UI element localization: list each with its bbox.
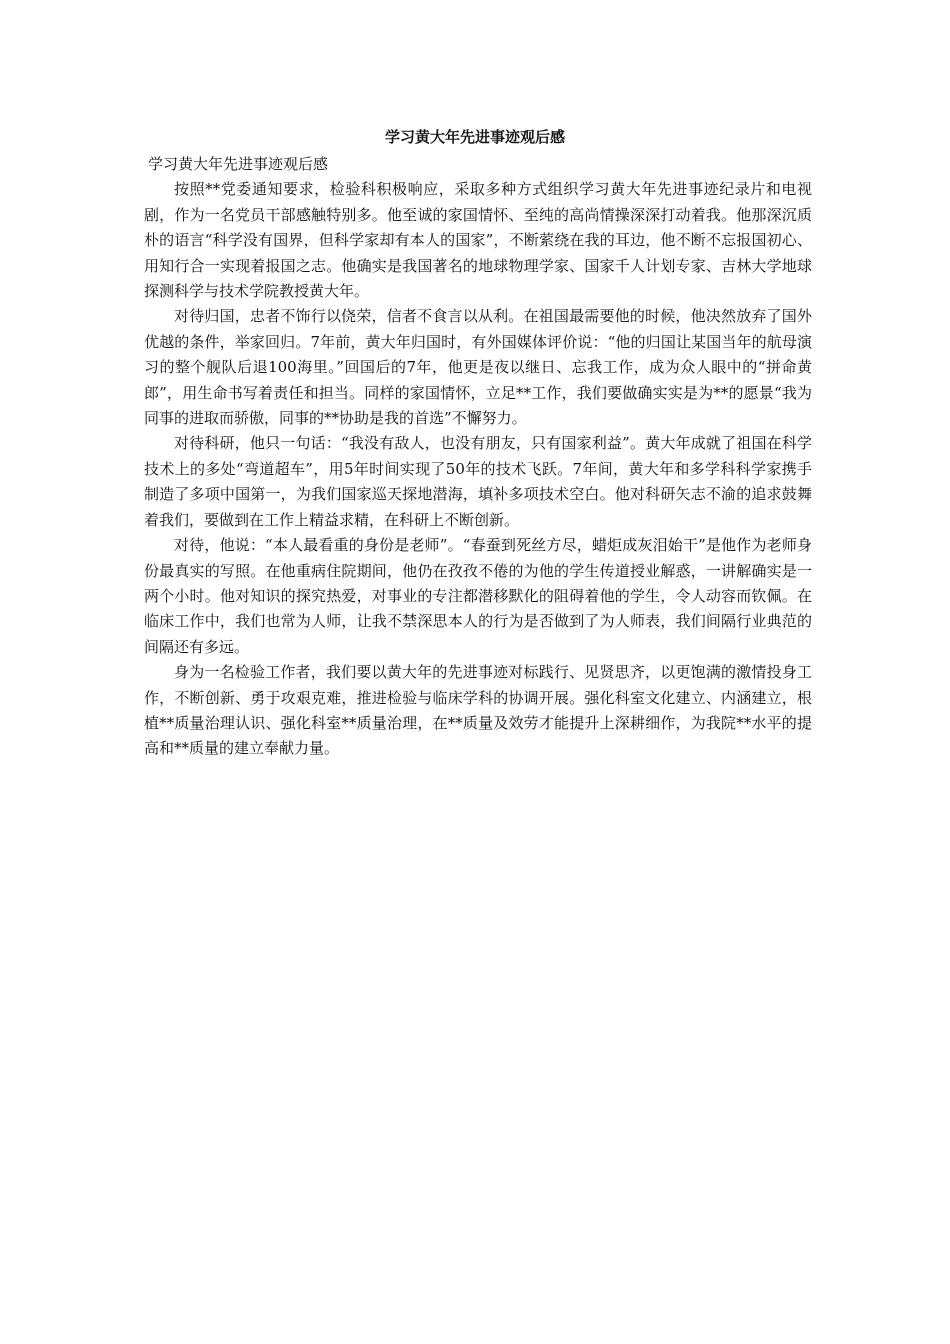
- document-title: 学习黄大年先进事迹观后感: [384, 128, 565, 146]
- document-body: [144, 152, 812, 762]
- paragraph-4: 对待，他说：“本人最看重的身份是老师”。“春蚕到死丝方尽，蜡炬成灰泪始干”是他作为老师身份最真实的写照。在他重病住院期间，他仍在孜孜不倦的为他的学生传道授业解惑，一讲解确实是一两个小时。他对知识的探究热爱，对事业的专注都潜移默化的阻碍着他的学生，令人动容而钦佩。在临床工作中，我们也常为人师，让我不禁深思本人的行为是否做到了为人师表，我们间隔行业典范的间隔还有多远。: [144, 536, 812, 656]
- paragraph-1: 按照**党委通知要求，检验科积极响应，采取多种方式组织学习黄大年先进事迹纪录片和电视剧，作为一名党员干部感触特别多。他至诚的家国情怀、至纯的高尚情操深深打动着我。他那深沉质朴的语言“科学没有国界，但科学家却有本人的国家”，不断萦绕在我的耳边，他不断不忘报国初心、用知行合一实现着报国之志。他确实是我国著名的地球物理学家、国家千人计划专家、吉林大学地球探测科学与技术学院教授黄大年。: [144, 180, 812, 301]
- document-subtitle: 学习黄大年先进事迹观后感: [148, 155, 329, 173]
- paragraph-2: 对待归国，忠者不饰行以侥荣，信者不食言以从利。在祖国最需要他的时候，他决然放弃了国外优越的条件，举家回归。7年前，黄大年归国时，有外国媒体评价说：“他的归国让某国当年的航母演习的整个舰队后退100海里。”回国后的7年，他更是夜以继日、忘我工作，成为众人眼中的“拼命黄郎”，用生命书写着责任和担当。同样的家国情怀，立足**工作，我们要做确实实是为**的愿景“我为同事的进取而骄傲，同事的**协助是我的首选”不懈努力。: [144, 307, 812, 428]
- paragraph-5: 身为一名检验工作者，我们要以黄大年的先进事迹对标践行、见贤思齐，以更饱满的激情投身工作，不断创新、勇于攻艰克难，推进检验与临床学科的协调开展。强化科室文化建立、内涵建立，根植**质量治理认识、强化科室**质量治理，在**质量及效劳才能提升上深耕细作，为我院**水平的提高和**质量的建立奉献力量。: [144, 663, 812, 758]
- paragraph-3: 对待科研，他只一句话：“我没有敌人，也没有朋友，只有国家利益”。黄大年成就了祖国在科学技术上的多处“弯道超车”，用5年时间实现了50年的技术飞跃。7年间，黄大年和多学科科学家携手制造了多项中国第一，为我们国家巡天探地潜海，填补多项技术空白。他对科研矢志不渝的追求鼓舞着我们，要做到在工作上精益求精，在科研上不断创新。: [144, 434, 812, 529]
